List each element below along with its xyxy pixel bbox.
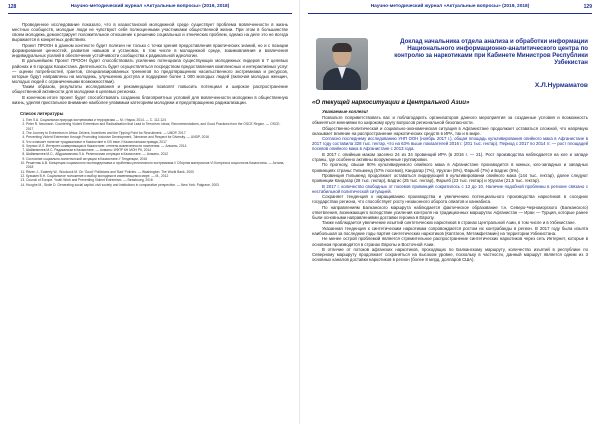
reference-item: 3. The Journey to Extremism in Africa: Drivers, Incentives and the Tipping Point for Recruitment. — UNDP, 2017 bbox=[26, 131, 288, 135]
right-paragraph: По прогнозу, свыше 90% культивируемого опийного мака в Афганистане производится в южных, юго-западных и западных провинциях страны: Гильменд (57% посевов), Кандагар (7%), Урузган (8%), Фарьяб (7%) и Бадгис (5%). bbox=[312, 162, 588, 173]
reference-item: 7. Шайкемелев М.С. Радикализм в Казахстане. — Алматы: ИФПР КН МОН РК, 2014 bbox=[26, 148, 288, 152]
references-title: Список литературы bbox=[20, 111, 64, 117]
left-paragraph: Проведенное исследование показало, что в казахстанской молодежной среде существует проблема вовлеченности в жизнь местных сообществ, молодые люди не чувствуют себя полноценными участниками общественной жизни. При этом в большинстве своем молодежь демонстрирует положительное отношение к решению социальных и этнических проблем, однако на деле это не всегда выражается в конкретных действиях. bbox=[12, 22, 288, 43]
right-paragraph: Также наблюдается увеличение изъятий синтетических наркотиков в странах Центральной Азии, в том числе и в Узбекистане. bbox=[322, 220, 576, 226]
right-paragraph-highlight: В 2017 г. количество свободных от посевов провинций сократилось с 13 до 10. Наличие подобной проблемы в регионе связано с нестабильной политической ситуацией. bbox=[312, 183, 588, 194]
left-paragraph: В дальнейшем Проект ПРООН будет способствовать усилению потенциала существующих молодежных лидеров в 7 целевых районах и 6 городах Казахстана. Деятельность будет осуществляться посредством предоставления комплексных и интерактивных услуг — оценки потребностей, грантов, специализированных тренингов по предотвращению насильственного экстремизма и ресурсов, которые будут направлены на молодежь, улучшению доступа и поддержке более 1 000 молодых людей (включая молодых женщин, молодых людей с ограниченными возможностями). bbox=[12, 58, 288, 84]
reference-item: 14. Hooghe M., Stolle D. Generating social capital: civil society and institutions in comparative perspective. — New York: Palgrave, 2003 bbox=[26, 183, 288, 187]
right-page-body bbox=[312, 109, 588, 263]
left-paragraph: Проект ПРООН в данном контексте будет полезен не только с точки зрения предоставления практических знаний, но и с позиции формирования ценностей, развития навыков и установок, в том числе в молодежной среде, взаимовлияния и вовлечения индивидуальных усилий в обеспечение устойчивости сообщества к радикальной идеологии. bbox=[12, 42, 288, 58]
author-photo bbox=[316, 38, 368, 90]
reference-item: 12. Кузьмин В.Н. Социальное положение и выбор молодежи в изменяющемся мире. — М., 2012 bbox=[26, 174, 288, 178]
left-page-body bbox=[12, 22, 288, 187]
right-page-header bbox=[308, 3, 592, 17]
journal-title-right: Научно-методический журнал «Актуальные вопросы» (2019, 2018) bbox=[370, 4, 530, 9]
right-paragraph: По направлениям Балканского маршрута наблюдается фактическое образование т.н. Северо-Черноморского (Балканского) ответвления, возникающего вследствие усиления контроля на традиционных маршрутах Афганистан — Иран — Турция, которые ранее были основными направлениями доставки героина в Европу. bbox=[312, 204, 588, 220]
right-page bbox=[300, 0, 600, 424]
left-paragraph: В конечном итоге проект будет способствовать созданию благоприятных условий для вовлеченности молодежи в общественную жизнь, уделяя пристальное внимание наиболее уязвимым категориям молодежи и предотвращению радикализации. bbox=[12, 94, 288, 105]
header-rule-right bbox=[308, 13, 592, 14]
references-list bbox=[12, 118, 288, 187]
reference-item: 10. Решетняк А.В. Концепция социального постмодернизма и проблемы религиозного экстремизма // Сборник материалов VI Конгресса социологов Казахстана. — Астана, 2018 bbox=[26, 161, 288, 170]
reference-item: 5. Что означает понятие «радикализм» в Казахстане в XXI веке // Казахстанская правда, 2017 bbox=[26, 140, 288, 144]
right-paragraph: Позвольте поприветствовать вас и поблагодарить организаторов данного мероприятия за созданные условия и возможность обменяться мнениями по широкому кругу вопросов региональной безопасности. bbox=[312, 115, 588, 126]
photo-hair-shape bbox=[332, 43, 352, 52]
reference-item: 2. Peter R. Neumann. Countering Violent Extremism and Radicalisation that Lead to Terrorism: Ideas, Recommendations, and Good Practices from the OSCE Region. — OSCE, 2017 bbox=[26, 122, 288, 131]
report-title: Доклад начальника отдела анализа и обработки информации Национального информационно-аналитического центра по контролю за наркотиками при Кабинете Министров Республики Узбекистан bbox=[394, 38, 588, 67]
reference-item: 4. Preventing Violent Extremism through Promoting Inclusive Development, Tolerance and Respect for Diversity. — UNDP, 2016 bbox=[26, 135, 288, 139]
reference-item: 6. Черных И.Л. Интернет-коммуникации в Казахстане: степень вовлеченности населения. — Алматы, 2014 bbox=[26, 144, 288, 148]
right-paragraph-highlight: Согласно последнему исследованию УНП ООН (ноябрь 2017 г.), общая площадь культивирования опийного мака в Афганистане в 2017 году составила 328 тыс. гектар, что на 63% выше показателей 2016 г. (201 тыс. гектар). Период с 2017 по 2014 гг. — рост площадей посевов опийного мака в Афганистане с 2013 года. bbox=[312, 136, 588, 152]
right-paragraph: В 2017 г. опийным маком засеяно 24 из 34 провинций ИРА (в 2016 г. — 21). Рост производства наблюдается на юге и западе страны, где особенно активны вооруженные группировки. bbox=[312, 151, 588, 162]
right-paragraph: Указанная тенденция к синтетическим наркотикам сопровождается ростом их контрабанды в регион. В 2017 году была изъята наибольшая за последние годы партия синтетических наркотиков (Каптагон, Метамфетамин) на территории Узбекистана. bbox=[312, 225, 588, 236]
journal-title-left: Научно-методический журнал «Актуальные вопросы» (2019, 2018) bbox=[70, 4, 230, 9]
report-heading bbox=[300, 38, 600, 96]
reference-item: 1. Пэн Л.А. Социальная природа экстремизма и терроризма — М.: Наука, 2014. — С. 112-124 bbox=[26, 118, 288, 122]
right-page-number: 129 bbox=[583, 4, 592, 10]
right-paragraph: Сохраняет тенденция к наращиванию производства и увеличению потенциального производства наркотиков в соседних государствах региона, что способствует росту незаконного оборота опиатов и каннабиса. bbox=[312, 194, 588, 205]
greeting: Уважаемые коллеги! bbox=[322, 109, 368, 114]
right-paragraph: Не менее острой проблемой является стремительное распространение синтетических наркотиков через сеть Интернет, которые в основном производятся в странах Европы и Восточной Азии. bbox=[312, 236, 588, 247]
header-rule-left bbox=[8, 13, 292, 14]
section-title: «О текущей наркоситуации в Центральной Азии» bbox=[312, 99, 470, 106]
right-paragraph: В отличие от потоков афганских наркотиков, проходящих по Балканскому маршруту, количество изъятий в республике по Северному маршруту продолжает сохраняться на высоком уровне, поскольку в частности, данный маршрут является одним из 3 основных каналов доставки наркотиков в регион (более 8 млрд. долларов США). bbox=[312, 247, 588, 263]
left-paragraph: Таким образом, результаты исследования и рекомендации позволят повысить потенциал и широкое распространение общественной активности для молодежи в целевых регионах. bbox=[12, 84, 288, 95]
left-page-header bbox=[8, 3, 292, 17]
right-paragraph: Провинция Гильменд продолжает оставаться лидирующей в культивировании опийного мака (144 тыс. гектар), далее следуют провинции Кандагар (28 тыс. гектар), Бадгис (25 тыс. гектар), Фарьяб (23 тыс. гектар) и Урузган (21,5 тыс. гектар). bbox=[312, 172, 588, 184]
reference-item: 11. Ritzen J., Easterly W., Woolcock M. On 'Good' Politicians and 'Bad' Policies. — Washington: The World Bank, 2000 bbox=[26, 170, 288, 174]
reference-item: 13. Council of Europe. Youth Work and Preventing Violent Extremism. — Strasbourg, 2016 bbox=[26, 178, 288, 182]
reference-item: 9. Состояние социально-политической ситуации в Казахстане // Тенденции, 2016 bbox=[26, 157, 288, 161]
reference-item: 8. Шайкемелев М.С., Абдрахманова Л.А. Религиозная ситуация в Казахстане. — Алматы, 2012 bbox=[26, 152, 288, 156]
right-paragraph: Общественно-политическая и социально-экономическая ситуация в Афганистане продолжает оставаться сложной, что напрямую оказывает влияние на распространение наркотических средств в ИРА, так и в мире. bbox=[312, 125, 588, 136]
left-page-number: 128 bbox=[8, 4, 17, 10]
report-author: Х.Л.Нурмаматов bbox=[534, 82, 588, 89]
